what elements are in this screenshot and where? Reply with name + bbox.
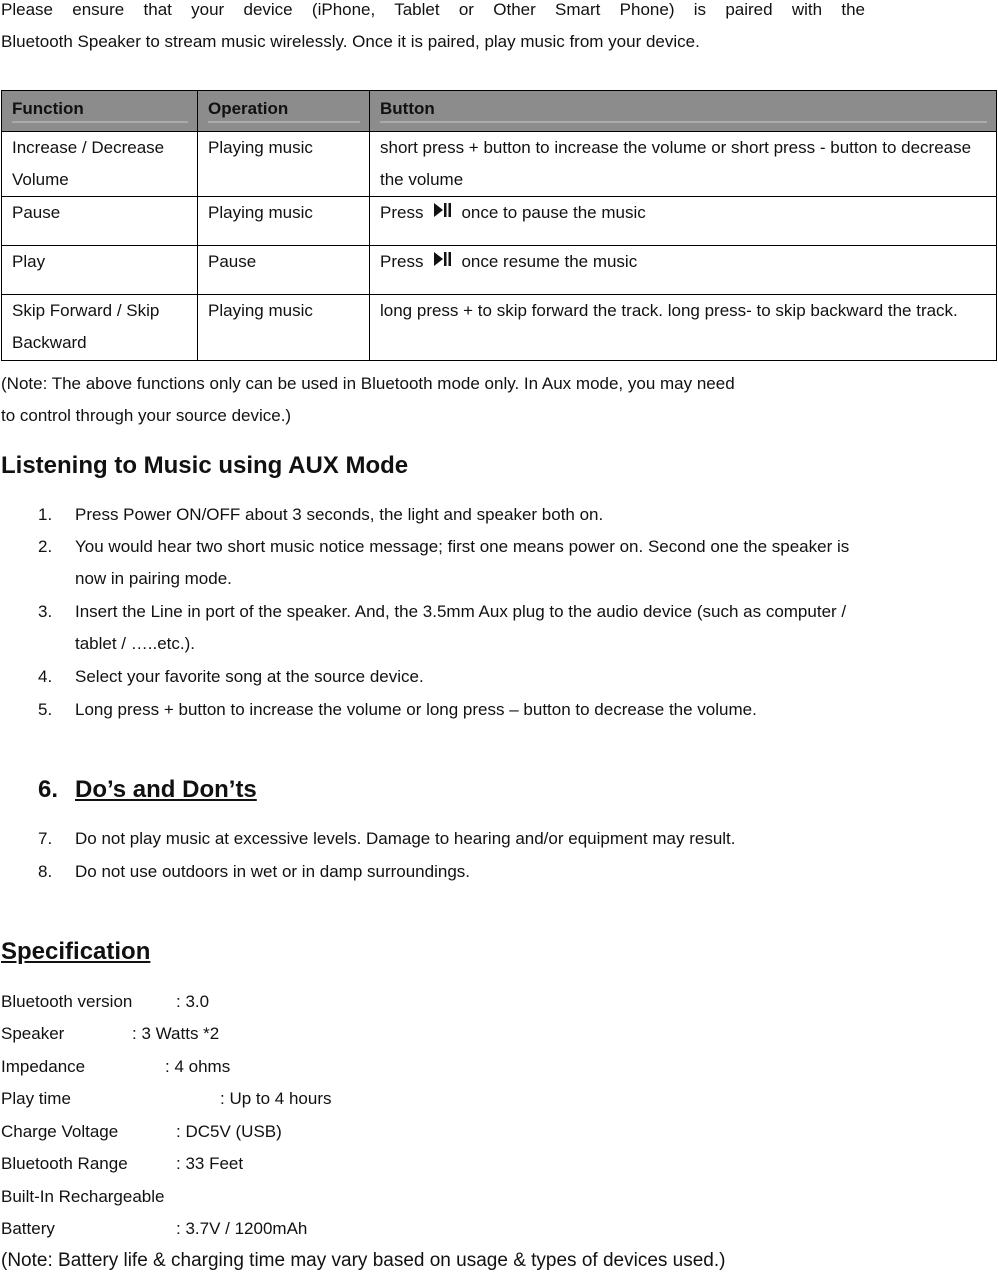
press-label: Press [380,252,424,271]
spec-row [1,986,209,1018]
list-item [38,856,875,888]
spec-row [1,1083,332,1115]
spec-value: : 3 Watts *2 [132,1024,220,1043]
cell-button: short press + button to increase the volume or short press - button to decrease the volume [370,132,997,197]
cell-operation: Playing music [198,295,370,361]
spec-value: : Up to 4 hours [220,1089,332,1108]
list-item [38,531,875,595]
dos-donts-heading [38,774,257,806]
spec-key: Bluetooth Range [1,1154,128,1173]
play-pause-icon [433,198,453,230]
pause-instruction: once to pause the music [461,203,646,222]
list-text: Do not use outdoors in wet or in damp surroundings. [75,862,471,881]
cell-button [370,246,997,295]
list-text: Do not play music at excessive levels. Damage to hearing and/or equipment may result. [75,829,736,848]
list-item [38,694,815,726]
cell-button [370,197,997,246]
aux-heading: Listening to Music using AUX Mode [1,452,409,479]
list-text: Insert the Line in port of the speaker. And, the 3.5mm Aux plug to the audio device (such as computer / tablet / …..etc.). [75,602,847,653]
list-number: 6. [38,776,59,803]
cell-function: Increase / Decrease Volume [2,132,198,197]
header-button: Button [370,91,997,132]
table-header-row [2,91,997,132]
header-function: Function [2,91,198,132]
cell-button: long press + to skip forward the track. long press- to skip backward the track. [370,295,997,361]
play-pause-icon [433,247,453,279]
list-item [38,661,875,693]
spec-value: : 3.7V / 1200mAh [176,1219,308,1238]
functions-table [1,90,997,361]
press-label: Press [380,203,424,222]
cell-operation: Playing music [198,132,370,197]
play-instruction: once resume the music [461,252,638,271]
spec-row [1,1213,307,1245]
spec-row [1,1181,164,1213]
list-number: 1. [38,505,53,524]
spec-key: Bluetooth version [1,992,133,1011]
spec-key: Built-In Rechargeable [1,1187,165,1206]
intro-paragraph [1,0,865,58]
spec-value: : 3.0 [176,992,210,1011]
cell-function: Play [2,246,198,295]
bluetooth-note-line-2: to control through your source device.) [1,406,292,425]
intro-line-1: Please ensure that your device (iPhone, Tablet or Other Smart Phone) is paired with the [1,0,865,19]
list-text: Long press + button to increase the volume or long press – button to decrease the volume. [75,700,757,719]
spec-row [1,1018,219,1050]
spec-key: Battery [1,1219,55,1238]
spec-row [1,1116,282,1148]
list-text: Select your favorite song at the source device. [75,667,424,686]
spec-row [1,1051,230,1083]
intro-line-2: Bluetooth Speaker to stream music wirelessly. Once it is paired, play music from your device. [1,32,700,51]
list-number: 7. [38,829,53,848]
battery-note: (Note: Battery life & charging time may vary based on usage & types of devices used.) [1,1250,726,1271]
dos-donts-title: Do’s and Don’ts [75,776,257,803]
spec-value: : 33 Feet [176,1154,244,1173]
list-number: 5. [38,700,53,719]
cell-operation: Playing music [198,197,370,246]
specification-heading: Specification [1,938,151,965]
list-number: 8. [38,862,53,881]
spec-value: : DC5V (USB) [176,1122,282,1141]
bluetooth-note-line-1: (Note: The above functions only can be used in Bluetooth mode only. In Aux mode, you may need [1,374,735,393]
list-item [38,596,875,660]
cell-operation: Pause [198,246,370,295]
spec-key: Speaker [1,1024,65,1043]
spec-row [1,1148,243,1180]
list-text: Press Power ON/OFF about 3 seconds, the light and speaker both on. [75,505,604,524]
list-item [38,823,875,855]
spec-value: : 4 ohms [165,1057,231,1076]
cell-function: Skip Forward / Skip Backward [2,295,198,361]
list-number: 4. [38,667,53,686]
spec-key: Impedance [1,1057,86,1076]
list-text: You would hear two short music notice message; first one means power on. Second one the speaker is now in pairing mode. [75,537,850,588]
spec-key: Play time [1,1089,71,1108]
table-row [2,295,997,361]
list-number: 2. [38,537,53,556]
table-row [2,132,997,197]
spec-key: Charge Voltage [1,1122,119,1141]
list-item [38,499,875,531]
cell-function: Pause [2,197,198,246]
header-operation: Operation [198,91,370,132]
list-number: 3. [38,602,53,621]
table-row [2,197,997,246]
table-row [2,246,997,295]
